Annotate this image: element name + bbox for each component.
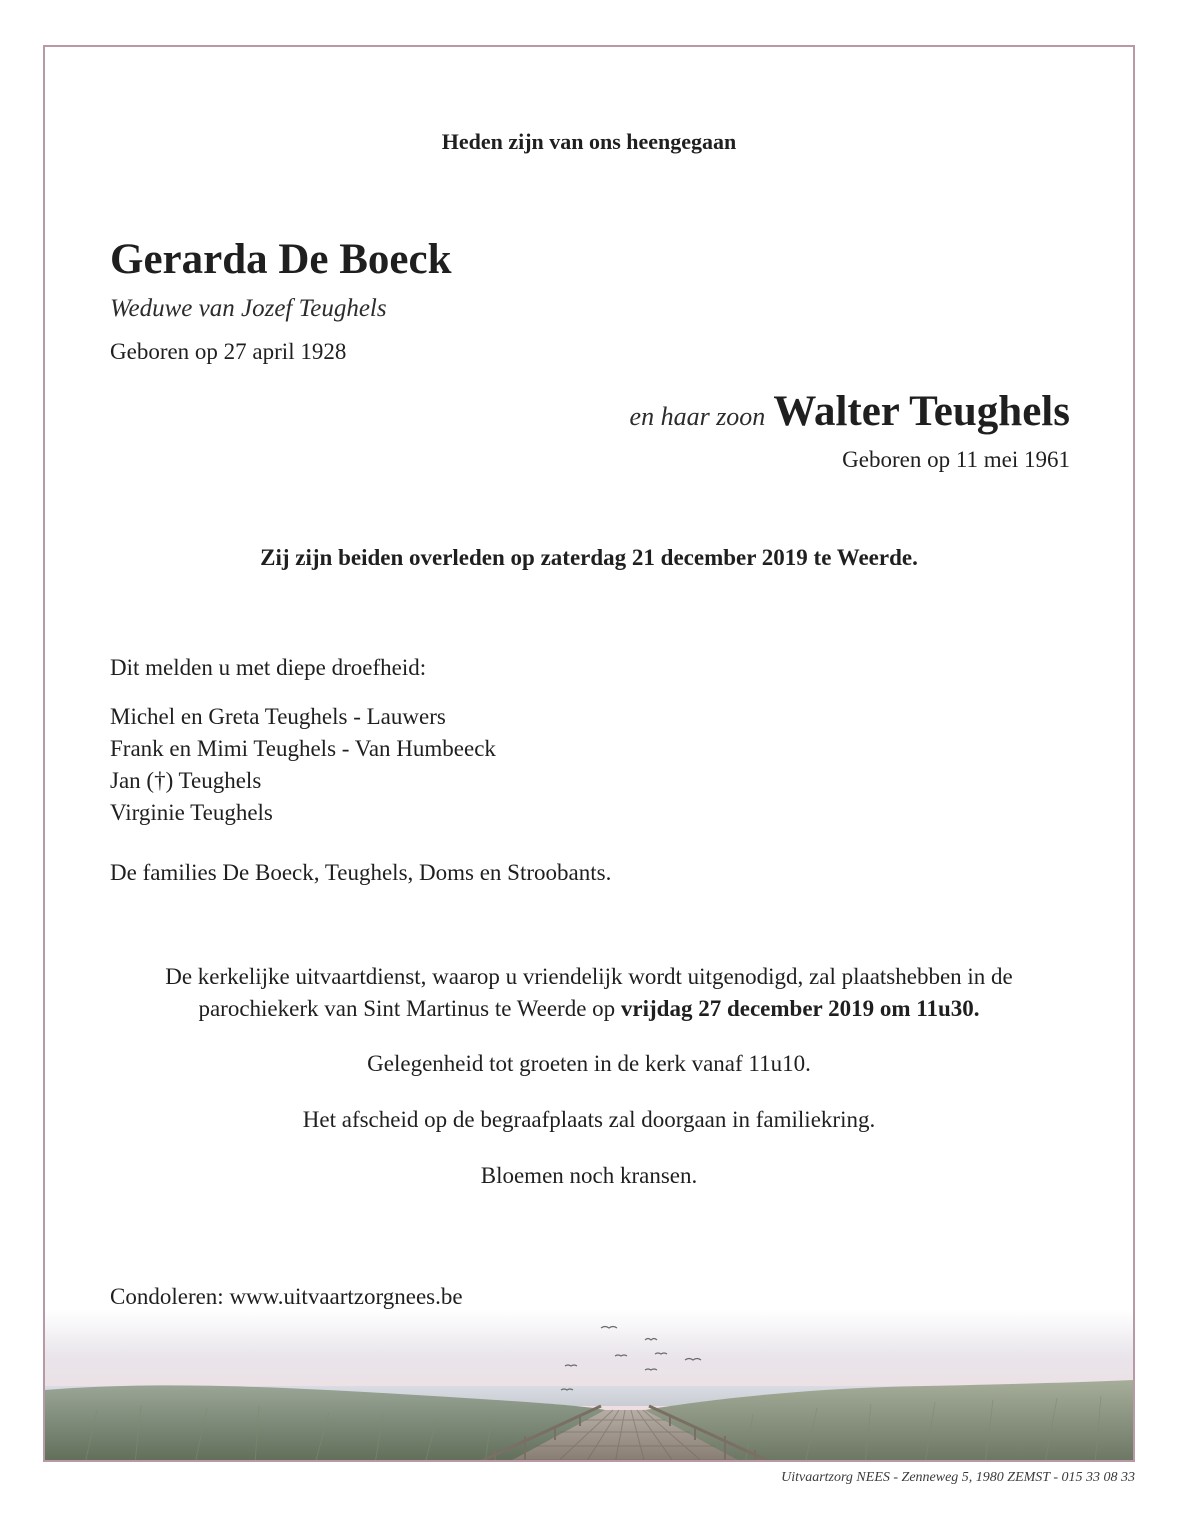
condolence-link[interactable]: Condoleren: www.uitvaartzorgnees.be bbox=[110, 1284, 463, 1309]
farewell-info: Het afscheid op de begraafplaats zal doorgaan in familiekring. bbox=[302, 1107, 876, 1132]
deceased-1-birthdate: Geboren op 27 april 1928 bbox=[110, 339, 347, 364]
service-location: parochiekerk van Sint Martinus te Weerde op bbox=[198, 996, 621, 1021]
notice-heading: Heden zijn van ons heengegaan bbox=[441, 129, 737, 154]
mourner-item: Jan (†) Teughels bbox=[110, 768, 262, 793]
death-statement: Zij zijn beiden overleden op zaterdag 21 december 2019 te Weerde. bbox=[260, 545, 918, 570]
greeting-info: Gelegenheid tot groeten in de kerk vanaf 11u10. bbox=[367, 1051, 811, 1076]
funeral-home-footer: Uitvaartzorg NEES - Zenneweg 5, 1980 ZEMST - 015 33 08 33 bbox=[781, 1470, 1135, 1485]
mourner-item: Michel en Greta Teughels - Lauwers bbox=[110, 704, 446, 729]
flowers-note: Bloemen noch kransen. bbox=[480, 1163, 698, 1188]
service-details bbox=[45, 961, 1133, 1025]
mourner-item: Frank en Mimi Teughels - Van Humbeeck bbox=[110, 736, 496, 761]
service-line-1: De kerkelijke uitvaartdienst, waarop u vriendelijk wordt uitgenodigd, zal plaatshebben in de bbox=[165, 964, 1013, 989]
mourner-item: Virginie Teughels bbox=[110, 800, 273, 825]
service-datetime: vrijdag 27 december 2019 om 11u30. bbox=[620, 996, 980, 1021]
deceased-2-line bbox=[630, 387, 1070, 436]
deceased-name-1: Gerarda De Boeck bbox=[110, 236, 452, 283]
families-line: De families De Boeck, Teughels, Doms en Stroobants. bbox=[110, 860, 612, 885]
mourners-intro: Dit melden u met diepe droefheid: bbox=[110, 655, 427, 680]
obituary-card bbox=[43, 45, 1135, 1462]
deceased-1-spouse: Weduwe van Jozef Teughels bbox=[110, 295, 387, 322]
deceased-2-relation: en haar zoon bbox=[629, 402, 766, 431]
deceased-2-birthdate: Geboren op 11 mei 1961 bbox=[842, 447, 1070, 472]
service-line-2 bbox=[45, 993, 1133, 1025]
mourners-list bbox=[110, 701, 496, 829]
deceased-name-2: Walter Teughels bbox=[773, 388, 1070, 435]
beach-boardwalk-image bbox=[45, 1310, 1133, 1462]
